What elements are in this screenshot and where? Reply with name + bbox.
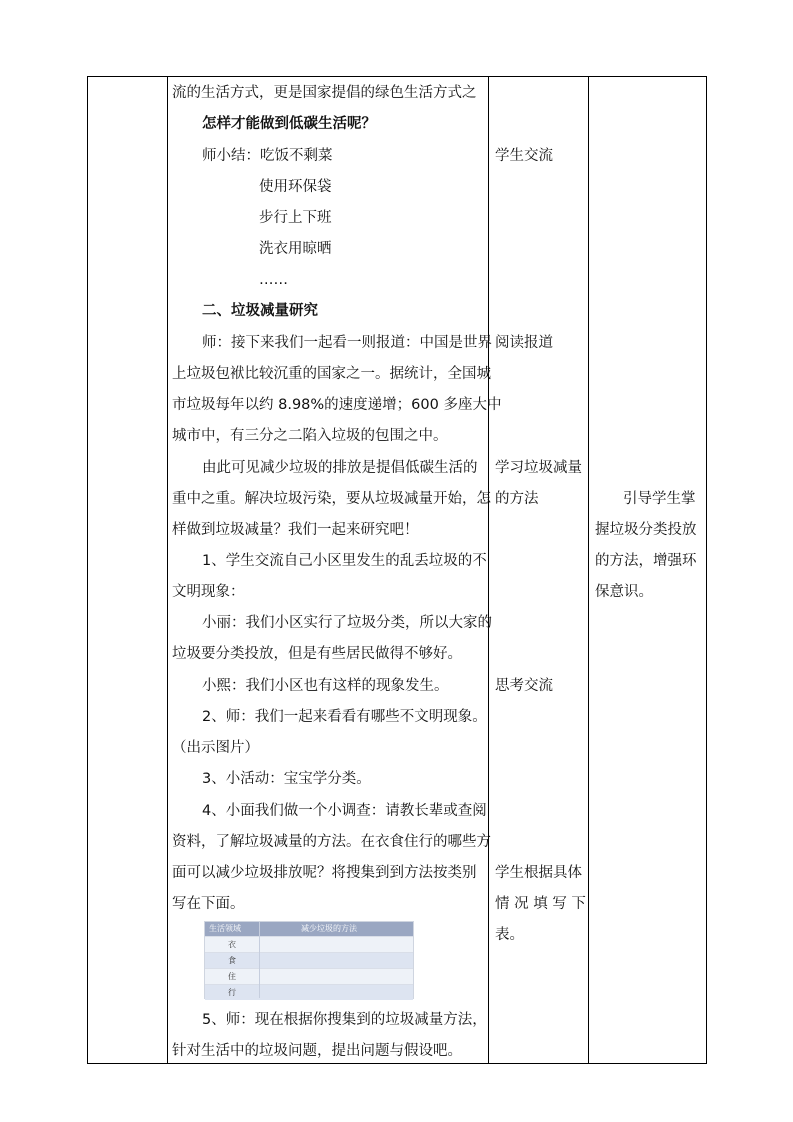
content-line: 市垃圾每年以约 8.98%的速度递增；600 多座大中: [172, 397, 502, 413]
section-heading: 二、垃圾减量研究: [202, 303, 318, 319]
survey-row: [205, 968, 413, 984]
survey-header-domain: 生活领域: [209, 924, 241, 933]
content-line: 流的生活方式，更是国家提倡的绿色生活方式之: [172, 85, 477, 101]
student-item: 学习垃圾减量: [495, 460, 582, 476]
content-line: 步行上下班: [259, 210, 332, 226]
content-line: （出示图片）: [172, 740, 259, 756]
intent-line: 的方法，增强环: [595, 553, 697, 569]
student-item: 学生根据具体: [495, 865, 582, 881]
student-item: 情 况 填 写 下: [495, 896, 586, 912]
content-line: 写在下面。: [172, 896, 245, 912]
content-line: 4、小面我们做一个小调查：请教长辈或查阅: [202, 803, 487, 819]
lesson-table: [87, 76, 707, 1064]
survey-table-divider: [259, 922, 260, 998]
intent-line: 保意识。: [595, 584, 653, 600]
content-line: 2、师：我们一起来看看有哪些不文明现象。: [202, 709, 487, 725]
teaching-process-cell: [168, 77, 502, 1063]
content-line: 师小结：吃饭不剩菜: [202, 148, 333, 164]
student-activity-cell: [489, 77, 588, 1063]
content-line: 资料，了解垃圾减量的方法。在衣食住行的哪些方: [172, 834, 491, 850]
survey-row: [205, 936, 413, 952]
content-line: 面可以减少垃圾排放呢？将搜集到到方法按类别: [172, 865, 477, 881]
content-line: 5、师：现在根据你搜集到的垃圾减量方法，: [202, 1012, 487, 1028]
content-line: ……: [259, 272, 288, 288]
survey-row-label: 行: [228, 988, 236, 997]
student-item: 思考交流: [495, 678, 553, 694]
content-line: 重中之重。解决垃圾污染，要从垃圾减量开始，怎: [172, 491, 491, 507]
content-line: 师：接下来我们一起看一则报道：中国是世界: [202, 335, 492, 351]
content-line: 针对生活中的垃圾问题，提出问题与假设吧。: [172, 1043, 462, 1059]
content-line: 洗衣用晾晒: [259, 241, 332, 257]
survey-header-methods: 减少垃圾的方法: [301, 924, 357, 933]
content-line: 1、学生交流自己小区里发生的乱丢垃圾的不: [202, 553, 487, 569]
student-item: 学生交流: [495, 148, 553, 164]
content-line: 上垃圾包袱比较沉重的国家之一。据统计，全国城: [172, 366, 491, 382]
intent-line: 握垃圾分类投放: [595, 522, 697, 538]
content-line: 垃圾要分类投放，但是有些居民做得不够好。: [172, 646, 462, 662]
survey-table-header: [205, 922, 413, 936]
content-line: 城市中，有三分之二陷入垃圾的包围之中。: [172, 428, 448, 444]
content-line: 3、小活动：宝宝学分类。: [202, 771, 371, 787]
survey-row-label: 食: [228, 956, 236, 965]
left-cell: [88, 77, 167, 1063]
content-line: 由此可见减少垃圾的排放是提倡低碳生活的: [202, 460, 478, 476]
student-item: 阅读报道: [495, 335, 553, 351]
content-line: 文明现象：: [172, 584, 245, 600]
survey-row: [205, 984, 413, 1000]
survey-row-label: 衣: [228, 940, 236, 949]
survey-row: [205, 952, 413, 968]
survey-table-image: [204, 921, 414, 999]
content-line: 样做到垃圾减量？我们一起来研究吧！: [172, 522, 419, 538]
survey-row-label: 住: [228, 972, 236, 981]
section-question: 怎样才能做到低碳生活呢？: [202, 116, 376, 132]
content-line: 小丽：我们小区实行了垃圾分类，所以大家的: [202, 615, 492, 631]
student-item: 的方法: [495, 491, 539, 507]
design-intent-cell: [589, 77, 707, 1063]
intent-line: 引导学生掌: [623, 491, 696, 507]
student-item: 表。: [495, 927, 524, 943]
content-line: 小熙：我们小区也有这样的现象发生。: [202, 678, 449, 694]
content-line: 使用环保袋: [259, 179, 332, 195]
